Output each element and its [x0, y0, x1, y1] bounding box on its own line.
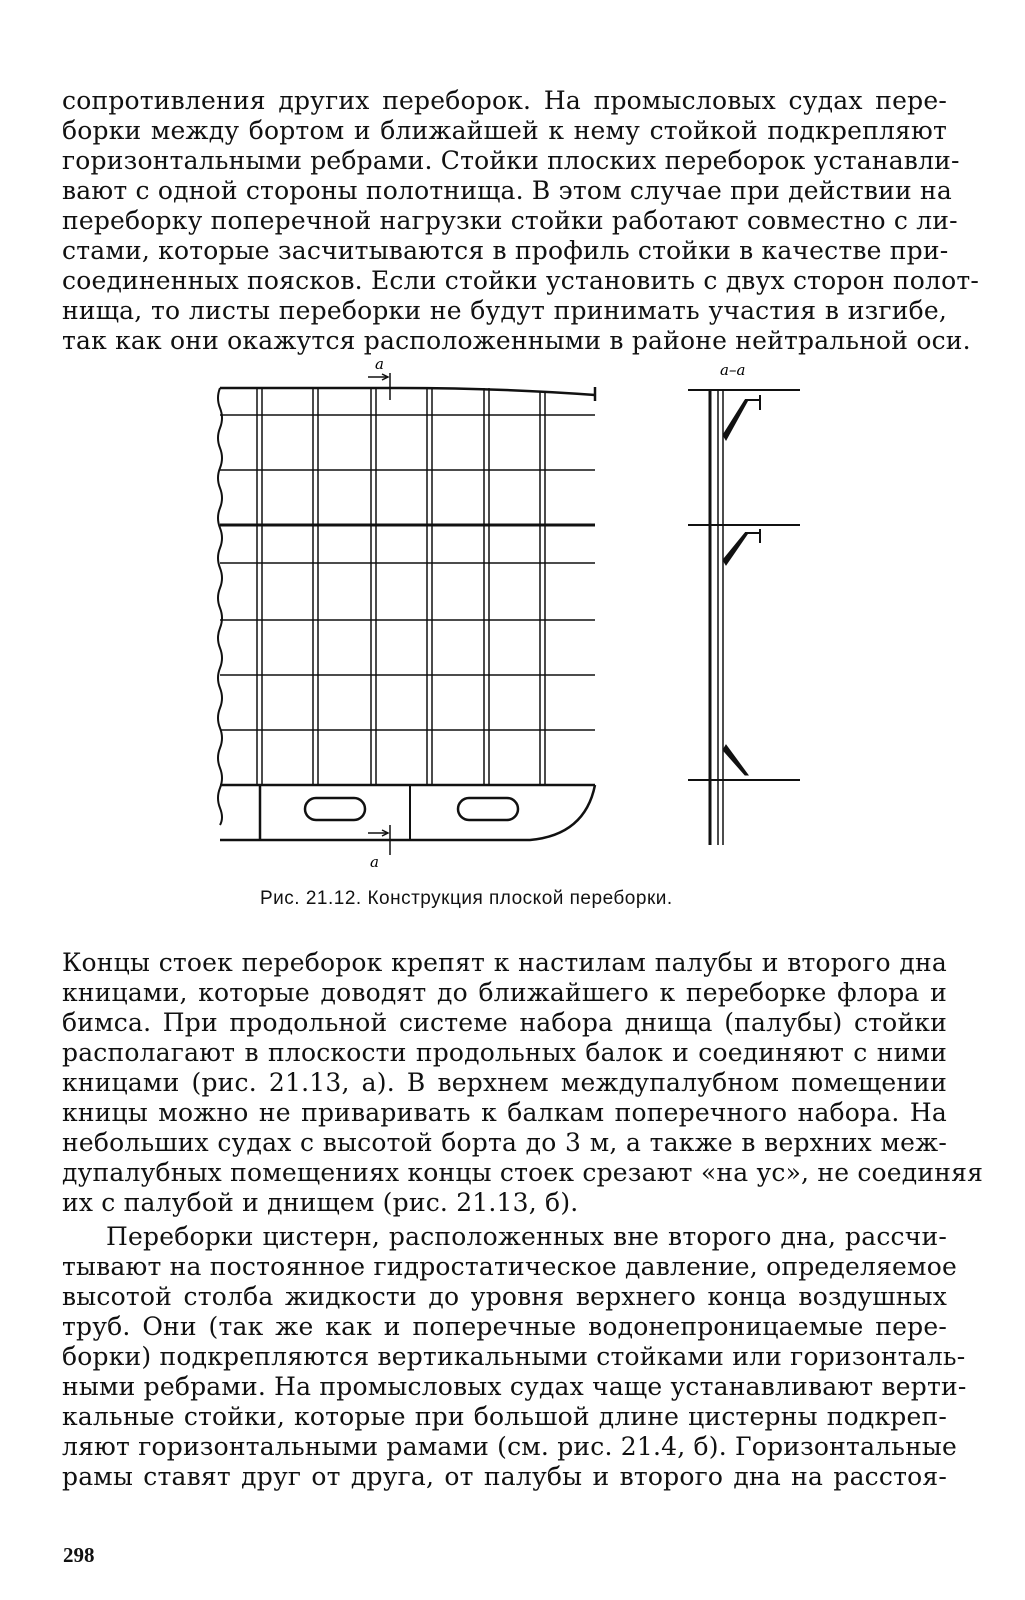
figure-caption: Рис. 21.12. Конструкция плоской переборки.	[260, 888, 673, 909]
deck-line	[220, 388, 595, 395]
text-line: их с палубой и днищем (рис. 21.13, б).	[62, 1188, 579, 1217]
text-line: борки) подкрепляются вертикальными стойками или горизонталь-	[62, 1342, 966, 1371]
lightening-hole	[458, 798, 518, 820]
text-line: кницами (рис. 21.13, а). В верхнем междупалубном помещении	[62, 1068, 947, 1097]
text-line: небольших судах с высотой борта до 3 м, а также в верхних меж-	[62, 1128, 947, 1157]
text-line: рамы ставят друг от друга, от палубы и второго дна на расстоя-	[62, 1462, 947, 1491]
bracket	[723, 400, 748, 440]
stiffeners	[257, 388, 545, 840]
bottom-shell	[220, 785, 595, 840]
text-line: кальные стойки, которые при большой длине цистерны подкреп-	[62, 1402, 947, 1431]
text-line: труб. Они (так же как и поперечные водонепроницаемые пере-	[62, 1312, 947, 1341]
break-line	[218, 388, 222, 825]
text-line: располагают в плоскости продольных балок и соединяют с ними	[62, 1038, 947, 1067]
text-line: стами, которые засчитываются в профиль стойки в качестве при-	[62, 236, 949, 265]
bracket	[723, 533, 748, 565]
text-line: соединенных поясков. Если стойки установить с двух сторон полот-	[62, 266, 980, 295]
page-number: 298	[63, 1543, 95, 1567]
section-mark-top: a	[375, 355, 384, 373]
bracket	[723, 745, 748, 775]
text-line: вают с одной стороны полотнища. В этом случае при действии на	[62, 176, 952, 205]
text-line: кницы можно не приваривать к балкам поперечного набора. На	[62, 1098, 947, 1127]
text-line: так как они окажутся расположенными в районе нейтральной оси.	[62, 326, 971, 355]
text-line: Переборки цистерн, расположенных вне второго дна, рассчи-	[106, 1222, 947, 1251]
lightening-hole	[305, 798, 365, 820]
text-line: кницами, которые доводят до ближайшего к переборке флора и	[62, 978, 947, 1007]
text-line: Концы стоек переборок крепят к настилам палубы и второго дна	[62, 948, 947, 977]
text-line: переборку поперечной нагрузки стойки работают совместно с ли-	[62, 206, 958, 235]
section-title: a–a	[720, 361, 746, 379]
bulkhead-figure	[200, 355, 820, 885]
text-line: бимса. При продольной системе набора днища (палубы) стойки	[62, 1008, 947, 1037]
section-mark-bottom: a	[370, 853, 379, 871]
text-line: ляют горизонтальными рамами (см. рис. 21.4, б). Горизонтальные	[62, 1432, 958, 1461]
text-line: высотой столба жидкости до уровня верхнего конца воздушных	[62, 1282, 947, 1311]
text-line: горизонтальными ребрами. Стойки плоских переборок устанавли-	[62, 146, 960, 175]
text-line: дупалубных помещениях концы стоек срезают «на ус», не соединяя	[62, 1158, 984, 1187]
text-line: борки между бортом и ближайшей к нему стойкой подкрепляют	[62, 116, 947, 145]
text-line: нища, то листы переборки не будут принимать участия в изгибе,	[62, 296, 947, 325]
text-line: ными ребрами. На промысловых судах чаще устанавливают верти-	[62, 1372, 967, 1401]
text-line: сопротивления других переборок. На промысловых судах пере-	[62, 86, 947, 115]
text-line: тывают на постоянное гидростатическое давление, определяемое	[62, 1252, 957, 1281]
